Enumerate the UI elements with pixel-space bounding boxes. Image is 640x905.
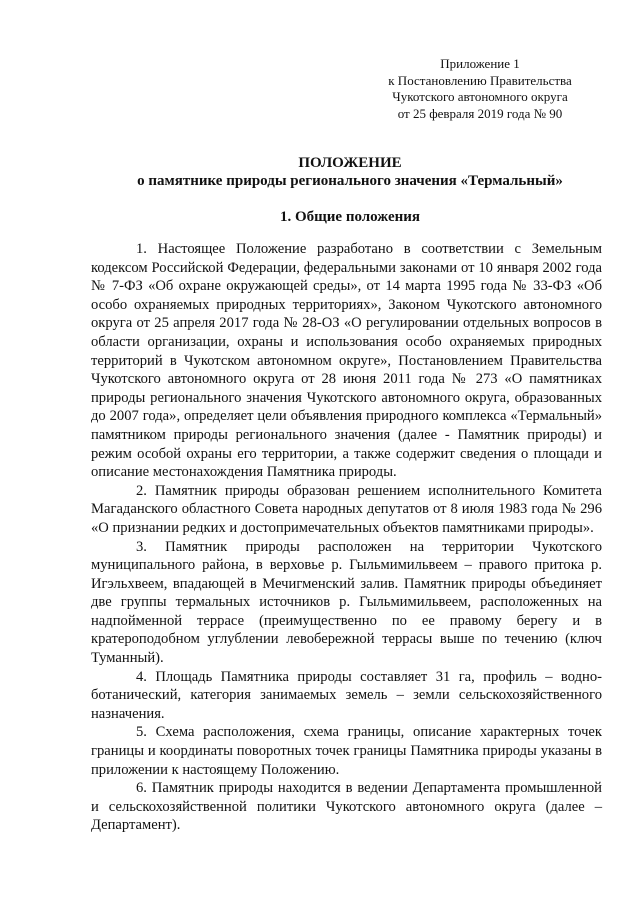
document-title (90, 154, 610, 190)
appendix-line-3: Чукотского автономного округа (392, 89, 568, 104)
title-main: ПОЛОЖЕНИЕ (298, 155, 402, 171)
section-heading: 1. Общие положения (279, 209, 421, 225)
paragraph-6: 6. Памятник природы находится в ведении Департамента промышленной и сельскохозяйственной политики Чукотского автономного округа (далее – Департамент). (91, 780, 602, 834)
appendix-note (360, 56, 600, 122)
paragraph-1: 1. Настоящее Положение разработано в соответствии с Земельным кодексом Российской Федерации, федеральными законами от 10 января 2002 года № 7-ФЗ «Об охране окружающей среды», от 14 марта 1995 года № 33-ФЗ «Об особо охраняемых природных территориях», Законом Чукотского автономного округа от 25 апреля 2017 года № 28-ОЗ «О регулировании отдельных вопросов в области организации, охраны и использования особо охраняемых природных территорий в Чукотском автономном округе», Постановлением Правительства Чукотского автономного округа от 28 июня 2011 года № 273 «О памятниках природы регионального значения Чукотского автономного округа, образованных до 2007 года», определяет цели объявления природного комплекса «Термальный» памятником природы регионального значения (далее - Памятник природы) и режим особой охраны его территории, а также содержит сведения о площади и описание местонахождения Памятника природы. (91, 241, 602, 481)
paragraph-5: 5. Схема расположения, схема границы, описание характерных точек границы и координаты поворотных точек границы Памятника природы указаны в приложении к настоящему Положению. (91, 724, 602, 778)
section-body (91, 240, 602, 835)
appendix-line-1: Приложение 1 (440, 56, 520, 71)
paragraph-4: 4. Площадь Памятника природы составляет 31 га, профиль – водно-ботанический, категория занимаемых земель – земли сельскохозяйственного назначения. (91, 668, 602, 722)
paragraph-3: 3. Памятник природы расположен на территории Чукотского муниципального района, в верховье р. Гыльмимильвеем – правого притока р. Игэльхвеем, впадающей в Мечигменский залив. Памятник природы объединяет две группы термальных источников р. Гыльмимильвеем, расположенных на надпойменной террасе (преимущественно по ее правому берегу и в кратероподобном углублении левобережной террасы выше по течению (ключ Туманный). (91, 538, 602, 667)
paragraph-2: 2. Памятник природы образован решением исполнительного Комитета Магаданского областного Совета народных депутатов от 8 июля 1983 года № 296 «О признании редких и достопримечательных объектов памятниками природы». (91, 482, 602, 536)
appendix-line-2: к Постановлению Правительства (388, 72, 572, 88)
appendix-line-4: от 25 февраля 2019 года № 90 (397, 105, 563, 121)
title-sub: о памятнике природы регионального значения «Термальный» (137, 173, 563, 189)
